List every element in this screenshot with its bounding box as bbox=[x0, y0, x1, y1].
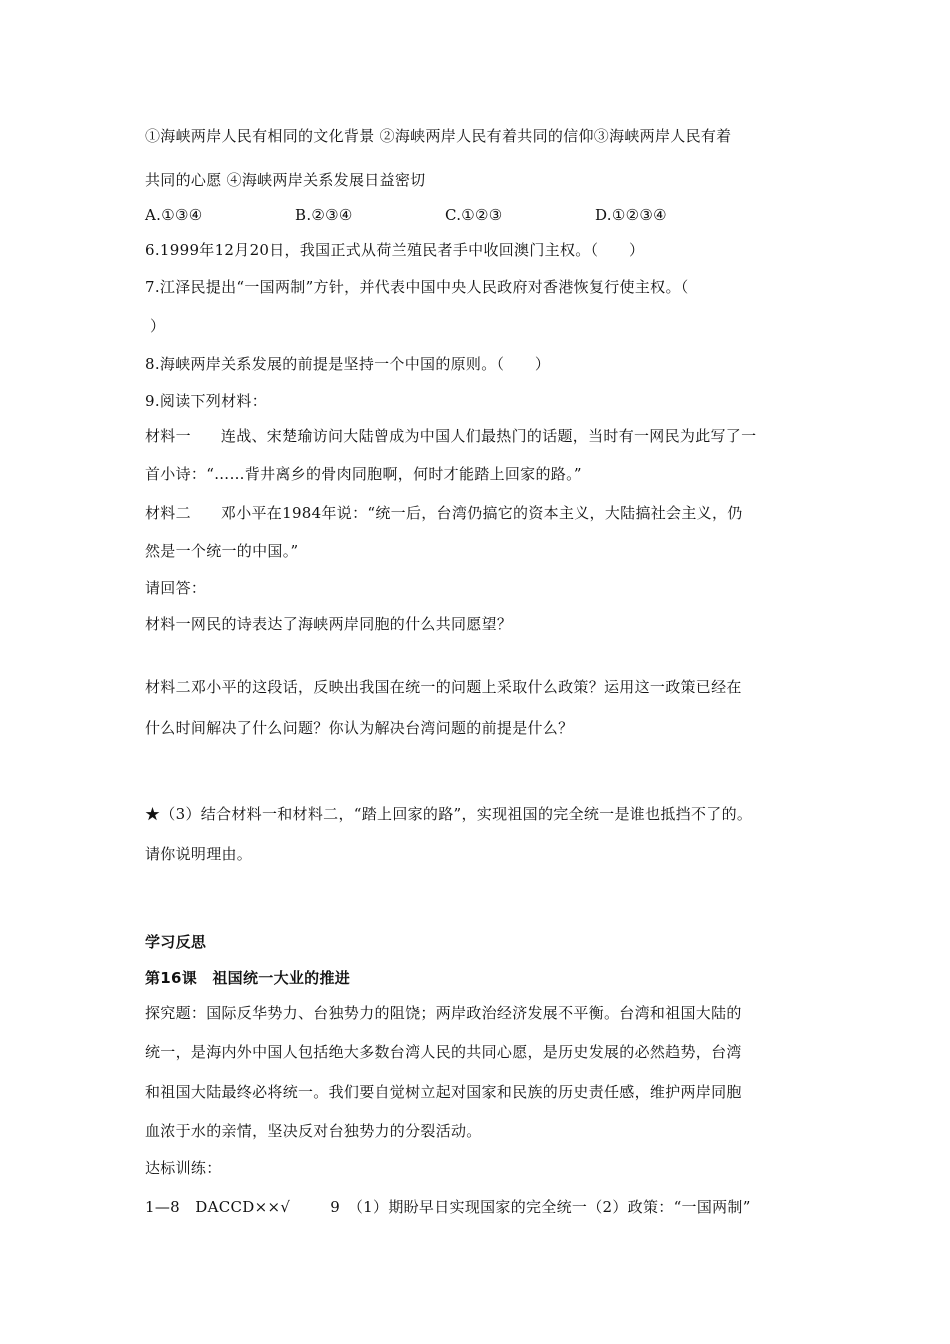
choice-a: A.①③④ bbox=[145, 206, 203, 224]
choice-c: C.①②③ bbox=[445, 206, 503, 224]
question-9-2-line-1: 材料二邓小平的这段话，反映出我国在统一的问题上采取什么政策？运用这一政策已经在 bbox=[145, 678, 742, 696]
question-6: 6.1999年12月20日，我国正式从荷兰殖民者手中收回澳门主权。（ ） bbox=[145, 241, 645, 259]
material-2-label: 材料二 bbox=[145, 504, 191, 522]
q5-choices bbox=[145, 205, 845, 225]
material-1-label: 材料一 bbox=[145, 427, 191, 445]
choice-d: D.①②③④ bbox=[595, 206, 667, 224]
answer-prompt: 请回答： bbox=[145, 579, 207, 597]
explore-line-2: 统一，是海内外中国人包括绝大多数台湾人民的共同心愿，是历史发展的必然趋势，台湾 bbox=[145, 1043, 742, 1061]
choice-b: B.②③④ bbox=[295, 206, 353, 224]
question-9-intro: 9.阅读下列材料： bbox=[145, 392, 268, 410]
reflection-heading: 学习反思 bbox=[145, 933, 207, 951]
question-8: 8.海峡两岸关系发展的前提是坚持一个中国的原则。（ ） bbox=[145, 355, 551, 373]
material-1-text: 连战、宋楚瑜访问大陆曾成为中国人们最热门的话题，当时有一网民为此写了一 bbox=[220, 427, 757, 445]
question-9-3-line-1: ★（3）结合材料一和材料二，“踏上回家的路”，实现祖国的完全统一是谁也抵挡不了的。 bbox=[145, 805, 753, 823]
material-1-line-1 bbox=[145, 426, 756, 446]
material-2-line-2: 然是一个统一的中国。” bbox=[145, 542, 299, 560]
answers-9: 9 （1）期盼早日实现国家的完全统一（2）政策：“一国两制” bbox=[330, 1198, 751, 1216]
question-9-3-line-2: 请你说明理由。 bbox=[145, 845, 253, 863]
explore-line-1: 探究题：国际反华势力、台独势力的阻饶；两岸政治经济发展不平衡。台湾和祖国大陆的 bbox=[145, 1004, 742, 1022]
q5-options-line-2: 共同的心愿 ④海峡两岸关系发展日益密切 bbox=[145, 171, 426, 189]
explore-line-3: 和祖国大陆最终必将统一。我们要自觉树立起对国家和民族的历史责任感，维护两岸同胞 bbox=[145, 1083, 742, 1101]
answers-1-8: 1—8 DACCD××√ bbox=[145, 1198, 291, 1216]
material-2-text: 邓小平在1984年说：“统一后，台湾仍搞它的资本主义，大陆搞社会主义，仍 bbox=[220, 504, 743, 522]
drill-heading: 达标训练： bbox=[145, 1159, 222, 1177]
lesson-heading: 第16课 祖国统一大业的推进 bbox=[145, 969, 351, 987]
question-7-line-2: ） bbox=[150, 317, 166, 335]
question-7-line-1: 7.江泽民提出“一国两制”方针，并代表中国中央人民政府对香港恢复行使主权。（ bbox=[145, 278, 689, 296]
explore-line-4: 血浓于水的亲情，坚决反对台独势力的分裂活动。 bbox=[145, 1122, 482, 1140]
q5-options-line-1: ①海峡两岸人民有相同的文化背景 ②海峡两岸人民有着共同的信仰③海峡两岸人民有着 bbox=[145, 127, 732, 145]
question-9-2-line-2: 什么时间解决了什么问题？你认为解决台湾问题的前提是什么？ bbox=[145, 719, 574, 737]
answer-line bbox=[145, 1197, 751, 1217]
material-1-line-2: 首小诗：“……背井离乡的骨肉同胞啊，何时才能踏上回家的路。” bbox=[145, 465, 582, 483]
question-9-1: 材料一网民的诗表达了海峡两岸同胞的什么共同愿望？ bbox=[145, 615, 513, 633]
material-2-line-1 bbox=[145, 503, 743, 523]
